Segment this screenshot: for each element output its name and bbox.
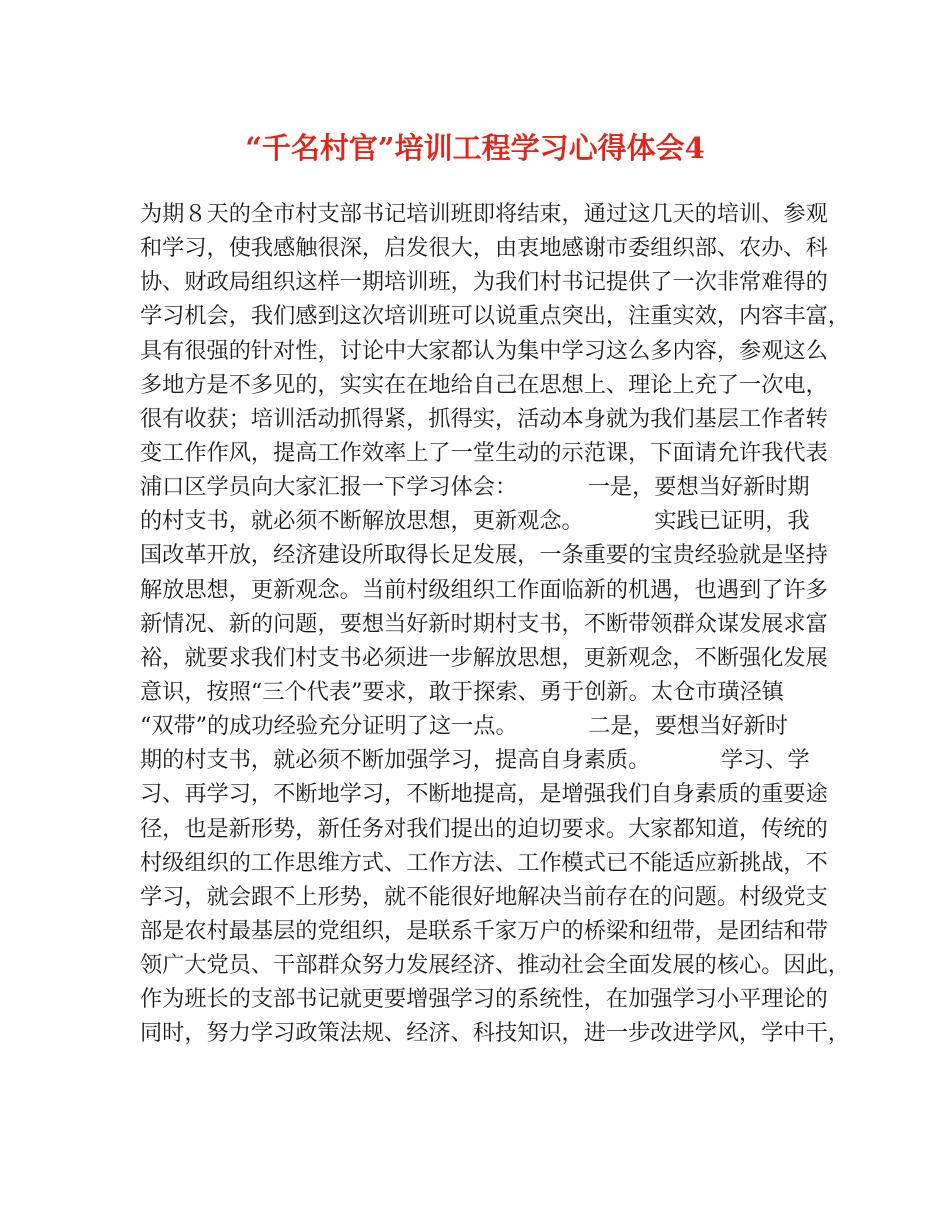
body-text-line: 具有很强的针对性，讨论中大家都认为集中学习这么多内容，参观这么 xyxy=(140,337,828,364)
body-text-line: 径，也是新形势，新任务对我们提出的迫切要求。大家都知道，传统的 xyxy=(140,815,828,842)
body-text-line: 解放思想，更新观念。当前村级组织工作面临新的机遇，也遇到了许多 xyxy=(140,576,828,603)
body-text-line: “双带”的成功经验充分证明了这一点。 二是，要想当好新时 xyxy=(140,713,788,740)
body-text-line: 学习，就会跟不上形势，就不能很好地解决当前存在的问题。村级党支 xyxy=(140,883,828,910)
body-text-line: 浦口区学员向大家汇报一下学习体会： 一是，要想当好新时期 xyxy=(140,474,810,501)
body-text-line: 村级组织的工作思维方式、工作方法、工作模式已不能适应新挑战，不 xyxy=(140,849,828,876)
body-text-line: 裕，就要求我们村支书必须进一步解放思想，更新观念，不断强化发展 xyxy=(140,644,828,671)
body-text-line: 国改革开放，经济建设所取得长足发展，一条重要的宝贵经验就是坚持 xyxy=(140,542,828,569)
body-text-line: 为期８天的全市村支部书记培训班即将结束，通过这几天的培训、参观 xyxy=(140,201,828,227)
body-text-line: 期的村支书，就必须不断加强学习，提高自身素质。 学习、学 xyxy=(140,747,810,774)
body-text-line: 新情况、新的问题，要想当好新时期村支书，不断带领群众谋发展求富 xyxy=(140,610,828,637)
body-text-line: 学习机会，我们感到这次培训班可以说重点突出，注重实效，内容丰富， xyxy=(140,303,850,330)
body-text-line: 部是农村最基层的党组织，是联系千家万户的桥梁和纽带，是团结和带 xyxy=(140,917,828,944)
body-text-line: 领广大党员、干部群众努力发展经济、推动社会全面发展的核心。因此， xyxy=(140,952,850,979)
body-text-line: 协、财政局组织这样一期培训班，为我们村书记提供了一次非常难得的 xyxy=(140,269,828,296)
document-title: “千名村官”培训工程学习心得体会4 xyxy=(245,131,705,165)
body-text-line: 同时，努力学习政策法规、经济、科技知识，进一步改进学风，学中干， xyxy=(140,1020,850,1047)
body-text-line: 和学习，使我感触很深，启发很大，由衷地感谢市委组织部、农办、科 xyxy=(140,235,828,262)
document-body xyxy=(140,197,850,1051)
body-text-line: 意识，按照“三个代表”要求，敢于探索、勇于创新。太仓市璜泾镇 xyxy=(140,678,784,705)
body-text-line: 多地方是不多见的，实实在在地给自己在思想上、理论上充了一次电， xyxy=(140,371,828,398)
body-text-line: 习、再学习，不断地学习，不断地提高，是增强我们自身素质的重要途 xyxy=(140,781,828,808)
body-text-line: 的村支书，就必须不断解放思想，更新观念。 实践已证明，我 xyxy=(140,508,810,535)
body-text-line: 变工作作风，提高工作效率上了一堂生动的示范课，下面请允许我代表 xyxy=(140,439,828,466)
body-text-line: 很有收获；培训活动抓得紧，抓得实，活动本身就为我们基层工作者转 xyxy=(140,405,828,432)
body-text-line: 作为班长的支部书记就更要增强学习的系统性，在加强学习小平理论的 xyxy=(140,986,828,1013)
